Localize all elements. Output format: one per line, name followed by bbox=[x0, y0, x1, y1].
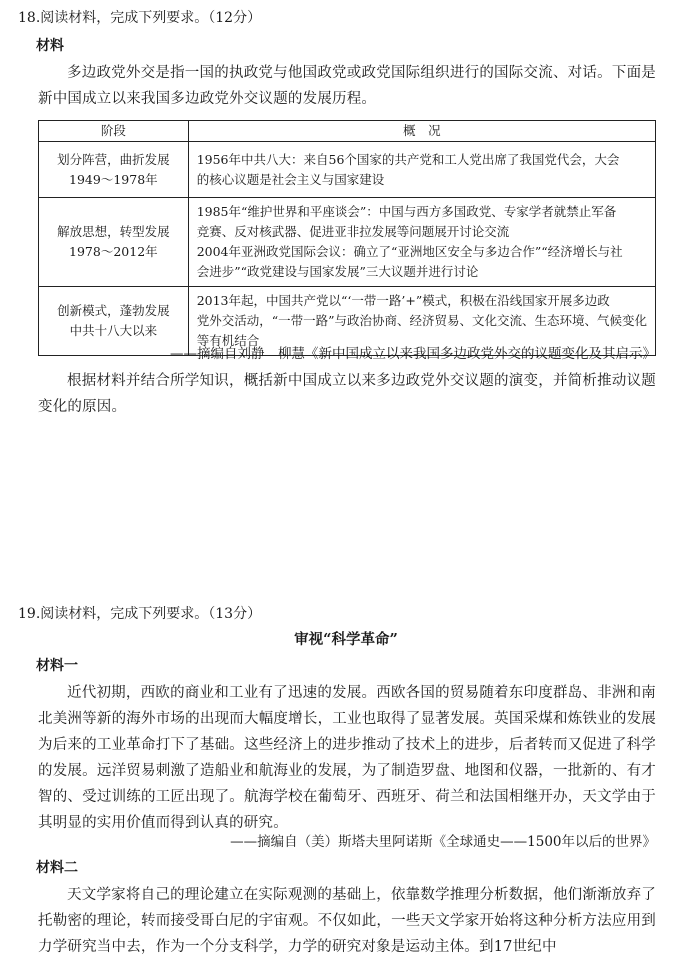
q19-title: 19.阅读材料，完成下列要求。（13分） bbox=[18, 606, 262, 622]
stage-cell bbox=[39, 142, 189, 198]
table-header-row bbox=[39, 121, 656, 142]
q19-material2-label: 材料二 bbox=[36, 860, 78, 876]
desc-line: 竞赛、反对核武器、促进亚非拉发展等问题展开讨论交流 bbox=[196, 224, 510, 239]
q18-intro: 多边政党外交是指一国的执政党与他国政党或政党国际组织进行的国际交流、对话。下面是新中国成立以来我国多边政党外交议题的发展历程。 bbox=[38, 65, 656, 107]
stage-name: 创新模式，蓬勃发展 bbox=[57, 303, 170, 318]
stage-period: 中共十八大以来 bbox=[69, 323, 158, 338]
q19-material1-text: 近代初期，西欧的商业和工业有了迅速的发展。西欧各国的贸易随着东印度群岛、非洲和南北美洲等新的海外市场的出现而大幅度增长，工业也取得了显著发展。英国采煤和炼铁业的发展为后来的工业革命打下了基础。这些经济上的进步推动了技术上的进步，后者转而又促进了科学的发展。远洋贸易刺激了造船业和航海业的发展，为了制造罗盘、地图和仪器，一批新的、有才智的、受过训练的工匠出现了。航海学校在葡萄牙、西班牙、荷兰和法国相继开办，天文学由于其明显的实用价值而得到认真的研究。 bbox=[38, 685, 656, 831]
desc-line: 的核心议题是社会主义与国家建设 bbox=[196, 171, 385, 187]
q18-table bbox=[38, 120, 656, 356]
q19-material2-text: 天文学家将自己的理论建立在实际观测的基础上，依靠数学推理分析数据，他们渐渐放弃了托勒密的理论，转而接受哥白尼的宇宙观。不仅如此，一些天文学家开始将这种分析方法应用到力学研究当中去，作为一个分支科学，力学的研究对象是运动主体。到17世纪中 bbox=[38, 887, 656, 955]
q19-material1-source: ——摘编自（美）斯塔夫里阿诺斯《全球通史——1500年以后的世界》 bbox=[230, 834, 656, 850]
table-row bbox=[39, 198, 656, 287]
desc-line: 党外交活动，“一带一路”与政治协商、经济贸易、文化交流、生态环境、气候变化 bbox=[196, 313, 647, 328]
desc-line: 2004年亚洲政党国际会议：确立了“亚洲地区安全与多边合作”“经济增长与社 bbox=[196, 244, 623, 259]
desc-cell bbox=[188, 142, 655, 198]
q19-heading: 审视“科学革命” bbox=[294, 631, 398, 648]
stage-cell bbox=[39, 287, 189, 356]
desc-cell bbox=[188, 198, 655, 287]
q19-material1-label: 材料一 bbox=[36, 658, 78, 674]
q18-title: 18.阅读材料，完成下列要求。（12分） bbox=[18, 10, 262, 26]
desc-line: 1985年“维护世界和平座谈会”：中国与西方多国政党、专家学者就禁止军备 bbox=[196, 204, 617, 219]
desc-line: 1956年中共八大：来自56个国家的共产党和工人党出席了我国党代会，大会 bbox=[196, 151, 620, 167]
table-row bbox=[39, 142, 656, 198]
header-overview: 概 况 bbox=[188, 121, 655, 142]
q18-source: ——摘编自刘静 柳慧《新中国成立以来我国多边政党外交的议题变化及其启示》 bbox=[170, 346, 656, 362]
header-stage: 阶段 bbox=[39, 121, 189, 142]
desc-line: 2013年起，中国共产党以“‘一带一路’+”模式，积极在沿线国家开展多边政 bbox=[196, 293, 610, 308]
stage-name: 划分阵营，曲折发展 bbox=[57, 151, 170, 167]
stage-period: 1978～2012年 bbox=[69, 244, 158, 259]
q18-material-label: 材料 bbox=[36, 38, 64, 54]
desc-line: 会进步”“政党建设与国家发展”三大议题并进行讨论 bbox=[196, 264, 479, 279]
q18-question: 根据材料并结合所学知识，概括新中国成立以来多边政党外交议题的演变，并简析推动议题变化的原因。 bbox=[38, 373, 656, 415]
stage-name: 解放思想，转型发展 bbox=[57, 224, 170, 239]
stage-cell bbox=[39, 198, 189, 287]
desc-line: 等有机结合 bbox=[196, 333, 260, 348]
stage-period: 1949～1978年 bbox=[69, 171, 158, 187]
